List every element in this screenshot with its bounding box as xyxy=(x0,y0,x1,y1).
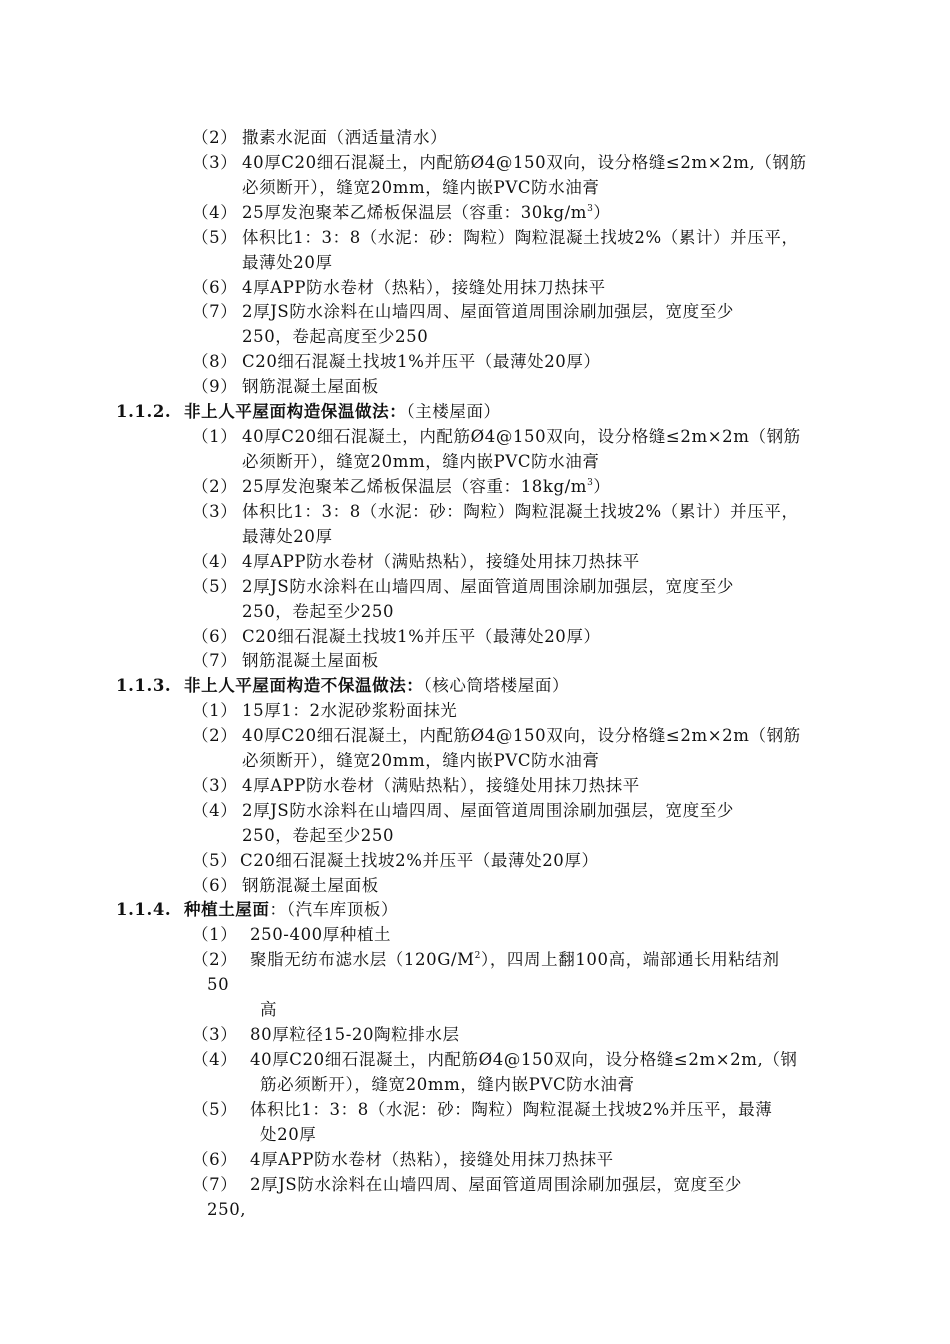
item-label: （7） xyxy=(192,302,238,321)
list-item-text: 体积比1：3：8（水泥：砂：陶粒）陶粒混凝土找坡2%（累计）并压平， xyxy=(242,228,799,247)
list-item-text: 50 xyxy=(207,975,230,994)
list-item-text: C20细石混凝土找坡1%并压平（最薄处20厚） xyxy=(242,627,601,646)
list-item-text: 最薄处20厚 xyxy=(242,527,333,546)
list-item-text: 40厚C20细石混凝土，内配筋Ø4@150双向，设分格缝≤2m×2m（钢筋 xyxy=(242,427,801,446)
item-label: （4） xyxy=(192,203,238,222)
list-item-text: 2厚JS防水涂料在山墙四周、屋面管道周围涂刷加强层，宽度至少 xyxy=(242,302,734,321)
item-text: 25厚发泡聚苯乙烯板保温层（容重：$18kg/m^3$） xyxy=(242,477,611,496)
item-label: （6） xyxy=(192,627,238,646)
list-item-text: 40厚C20细石混凝土，内配筋Ø4@150双向，设分格缝≤2m×2m,（钢 xyxy=(250,1050,798,1069)
item-label: （6） xyxy=(192,876,238,895)
item-label: （2） xyxy=(192,128,238,147)
list-item-text: 250, xyxy=(207,1200,247,1219)
item-label: （6） xyxy=(192,278,238,297)
list-item-text: 40厚C20细石混凝土，内配筋Ø4@150双向，设分格缝≤2m×2m（钢筋 xyxy=(242,726,801,745)
list-item-text: 体积比1：3：8（水泥：砂：陶粒）陶粒混凝土找坡2%并压平，最薄 xyxy=(250,1100,773,1119)
item-label: （3） xyxy=(192,502,238,521)
list-item-text: 250-400厚种植土 xyxy=(250,925,392,944)
item-label: （3） xyxy=(192,1025,238,1044)
item-label: （5） xyxy=(192,1100,238,1119)
item-label: （4） xyxy=(192,801,238,820)
list-item-text: 4厚APP防水卷材（热粘），接缝处用抹刀热抹平 xyxy=(242,278,606,297)
section-number: 1.1.4. xyxy=(116,900,172,919)
list-item-text: C20细石混凝土找坡2%并压平（最薄处20厚） xyxy=(240,851,599,870)
section-subtitle: （主楼屋面） xyxy=(406,402,501,421)
list-item-text: 高 xyxy=(260,1000,278,1019)
item-label: （4） xyxy=(192,1050,238,1069)
item-label: （1） xyxy=(192,925,238,944)
list-item-text: 40厚C20细石混凝土，内配筋Ø4@150双向，设分格缝≤2m×2m,（钢筋 xyxy=(242,153,807,172)
list-item-text: 4厚APP防水卷材（满贴热粘），接缝处用抹刀热抹平 xyxy=(242,776,640,795)
item-label: （7） xyxy=(192,651,238,670)
list-item-text: 4厚APP防水卷材（热粘），接缝处用抹刀热抹平 xyxy=(250,1150,614,1169)
list-item-text: C20细石混凝土找坡1%并压平（最薄处20厚） xyxy=(242,352,601,371)
list-item-text xyxy=(242,477,611,497)
list-item-text: 钢筋混凝土屋面板 xyxy=(242,651,379,670)
list-item-text xyxy=(242,203,611,223)
item-label: （5） xyxy=(192,228,238,247)
section-number: 1.1.2. xyxy=(116,402,172,421)
item-label: （1） xyxy=(192,427,238,446)
item-label: （4） xyxy=(192,552,238,571)
list-item-text: 80厚粒径15-20陶粒排水层 xyxy=(250,1025,460,1044)
section-number: 1.1.3. xyxy=(116,676,172,695)
list-item-text: 体积比1：3：8（水泥：砂：陶粒）陶粒混凝土找坡2%（累计）并压平， xyxy=(242,502,799,521)
item-label: （8） xyxy=(192,352,238,371)
item-label: （6） xyxy=(192,1150,238,1169)
list-item-text: 钢筋混凝土屋面板 xyxy=(242,377,379,396)
list-item-text: 250，卷起高度至少250 xyxy=(242,327,429,346)
list-item-text: 15厚1：2水泥砂浆粉面抹光 xyxy=(242,701,458,720)
section-heading xyxy=(116,402,501,422)
list-item-text: 2厚JS防水涂料在山墙四周、屋面管道周围涂刷加强层，宽度至少 xyxy=(242,577,734,596)
section-title: 非上人平屋面构造保温做法： xyxy=(184,402,407,421)
list-item-text: 筋必须断开），缝宽20mm，缝内嵌PVC防水油膏 xyxy=(260,1075,635,1094)
list-item-text: 处20厚 xyxy=(260,1125,317,1144)
section-heading xyxy=(116,900,398,920)
section-subtitle: （核心筒塔楼屋面） xyxy=(423,676,570,695)
list-item-text: 2厚JS防水涂料在山墙四周、屋面管道周围涂刷加强层，宽度至少 xyxy=(250,1175,742,1194)
item-label: （3） xyxy=(192,776,238,795)
item-label: （2） xyxy=(192,950,238,969)
item-label: （3） xyxy=(192,153,238,172)
item-label: （2） xyxy=(192,477,238,496)
list-item-text: 4厚APP防水卷材（满贴热粘），接缝处用抹刀热抹平 xyxy=(242,552,640,571)
list-item-text: 250，卷起至少250 xyxy=(242,602,395,621)
list-item-text: 撒素水泥面（洒适量清水） xyxy=(242,128,448,147)
item-text: 25厚发泡聚苯乙烯板保温层（容重：$30kg/m^3$） xyxy=(242,203,611,222)
section-title: 种植土屋面 xyxy=(184,900,270,919)
item-label: （9） xyxy=(192,377,238,396)
item-label: （1） xyxy=(192,701,238,720)
section-title: 非上人平屋面构造不保温做法： xyxy=(184,676,424,695)
list-item-text: 必须断开），缝宽20mm，缝内嵌PVC防水油膏 xyxy=(242,452,600,471)
list-item xyxy=(192,128,237,148)
item-label: （5） xyxy=(192,577,238,596)
list-item-text: 必须断开），缝宽20mm，缝内嵌PVC防水油膏 xyxy=(242,751,600,770)
list-item-text: 2厚JS防水涂料在山墙四周、屋面管道周围涂刷加强层，宽度至少 xyxy=(242,801,734,820)
item-text: 聚脂无纺布滤水层$(120G/M^2)$，四周上翻100高，端部通长用粘结剂 xyxy=(250,950,780,969)
list-item-text: 250，卷起至少250 xyxy=(242,826,395,845)
list-item-text: 最薄处20厚 xyxy=(242,253,333,272)
section-heading xyxy=(116,676,569,696)
item-label: （5） xyxy=(192,851,238,870)
list-item-text: 钢筋混凝土屋面板 xyxy=(242,876,379,895)
item-label: （2） xyxy=(192,726,238,745)
list-item-text xyxy=(250,950,780,970)
section-subtitle: ：（汽车库顶板） xyxy=(269,900,399,919)
item-label: （7） xyxy=(192,1175,238,1194)
list-item-text: 必须断开），缝宽20mm，缝内嵌PVC防水油膏 xyxy=(242,178,600,197)
